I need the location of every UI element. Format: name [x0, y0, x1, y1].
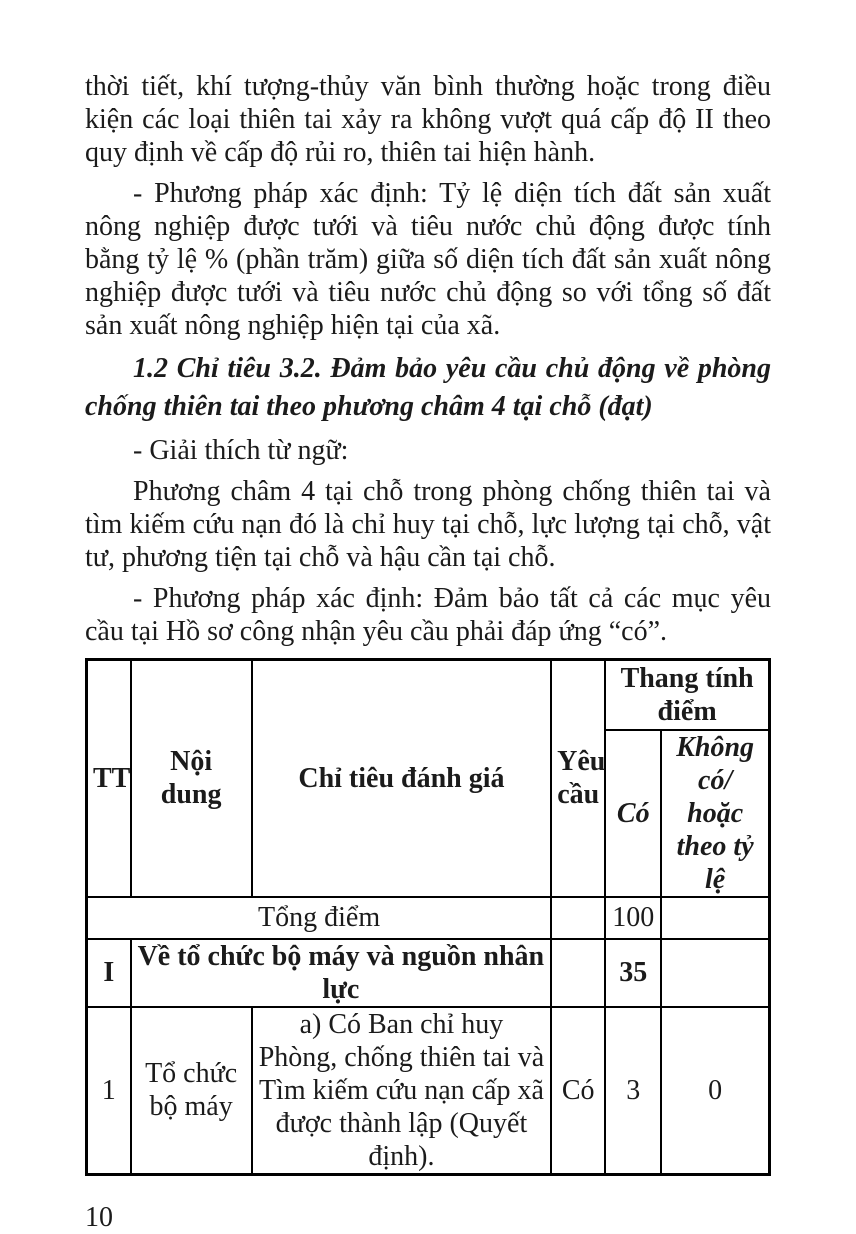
cell-tong-diem-label: Tổng điểm	[87, 897, 552, 939]
cell-tong-diem-khong	[661, 897, 769, 939]
header-cell-co: Có	[605, 730, 661, 897]
cell-section-1-khong	[661, 939, 769, 1007]
paragraph-four-on-site-motto: Phương châm 4 tại chỗ trong phòng chống thiên tai và tìm kiếm cứu nạn đó là chỉ huy tại chỗ, lực lượng tại chỗ, vật tư, phương tiện tại chỗ và hậu cần tại chỗ.	[85, 476, 771, 573]
paragraph-method-irrigation: - Phương pháp xác định: Tỷ lệ diện tích đất sản xuất nông nghiệp được tưới và tiêu nước chủ động được tính bằng tỷ lệ % (phần trăm) giữa số diện tích đất sản xuất nông nghiệp được tưới và tiêu nước chủ động so với tổng số đất sản xuất nông nghiệp hiện tại của xã.	[85, 178, 771, 341]
cell-item-1-yeu-cau: Có	[551, 1007, 605, 1175]
header-cell-khong-co: Không có/ hoặc theo tỷ lệ	[661, 730, 769, 897]
table-header-row-top	[87, 660, 770, 730]
cell-tong-diem-co: 100	[605, 897, 661, 939]
page-number: 10	[85, 1201, 113, 1233]
header-cell-tt: TT	[87, 660, 131, 897]
scoring-table	[85, 658, 771, 1176]
header-cell-chi-tieu: Chỉ tiêu đánh giá	[252, 660, 551, 897]
header-cell-yeu-cau: Yêu cầu	[551, 660, 605, 897]
paragraph-term-explanation-label: - Giải thích từ ngữ:	[133, 435, 349, 466]
header-cell-thang-tinh-diem: Thang tính điểm	[605, 660, 769, 730]
cell-item-1-tt: 1	[87, 1007, 131, 1175]
cell-section-1-tt: I	[87, 939, 131, 1007]
paragraph-weather-conditions: thời tiết, khí tượng-thủy văn bình thường hoặc trong điều kiện các loại thiên tai xảy ra không vượt quá cấp độ II theo quy định về cấp độ rủi ro, thiên tai hiện hành.	[85, 71, 771, 168]
section-heading-criterion-3-2: 1.2 Chỉ tiêu 3.2. Đảm bảo yêu cầu chủ động về phòng chống thiên tai theo phương châm 4 tại chỗ (đạt)	[85, 353, 771, 422]
paragraph-method-disaster: - Phương pháp xác định: Đảm bảo tất cả các mục yêu cầu tại Hồ sơ công nhận yêu cầu phải đáp ứng “có”.	[85, 583, 771, 647]
cell-item-1-co: 3	[605, 1007, 661, 1175]
cell-tong-diem-yeu-cau	[551, 897, 605, 939]
cell-section-1-label: Về tổ chức bộ máy và nguồn nhân lực	[131, 939, 552, 1007]
cell-section-1-yeu-cau	[551, 939, 605, 1007]
header-cell-noi-dung: Nội dung	[131, 660, 252, 897]
cell-section-1-co: 35	[605, 939, 661, 1007]
cell-item-1-khong: 0	[661, 1007, 769, 1175]
table-row-section-1	[87, 939, 770, 1007]
table-row-item-1	[87, 1007, 770, 1175]
cell-item-1-chi-tieu: a) Có Ban chỉ huy Phòng, chống thiên tai và Tìm kiếm cứu nạn cấp xã được thành lập (Quyết định).	[252, 1007, 551, 1175]
page-content	[85, 70, 771, 1234]
cell-item-1-noi-dung: Tổ chức bộ máy	[131, 1007, 252, 1175]
table-row-tong-diem	[87, 897, 770, 939]
